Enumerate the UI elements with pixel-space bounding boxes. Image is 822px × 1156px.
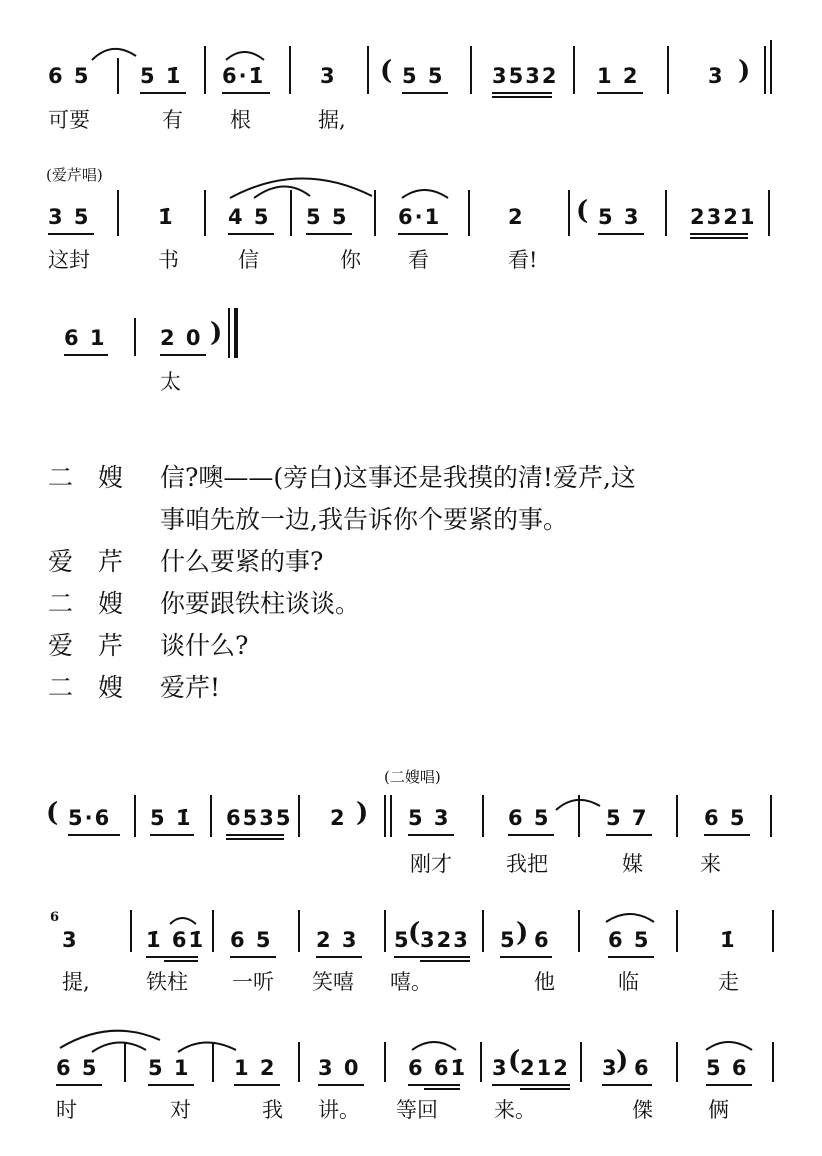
note-group: 5 3 [408,806,451,830]
note-group: 1̇ [158,205,175,229]
slur-arc [226,52,264,60]
open-paren: ( [380,56,393,86]
slur-arc [556,800,600,810]
note-group: 6 61̇ [408,1056,468,1080]
open-paren: ( [408,918,421,948]
lyric: 太 [160,370,181,394]
note-group: 5 [394,928,411,952]
speaker: 爱 芹 [48,631,124,660]
note-group: 1̇ 61̇ [146,928,206,952]
open-paren: ( [576,196,589,226]
note-group: 6·1̇ [222,64,266,88]
note-group: 4 5 [228,205,271,229]
note-group: 5 1 [148,1056,191,1080]
lyric: 信 [238,248,259,272]
slur-arc [92,1042,146,1052]
note-group: 5 1̇ [150,806,193,830]
note-group: 6·1 [398,205,442,229]
note-group: 3 [708,64,725,88]
lyric: 对 [170,1098,191,1122]
lyric: 看! [508,248,538,272]
slur-arc [60,1031,160,1048]
lyric: 来 [700,852,721,876]
close-paren: ) [516,918,529,948]
note-group: 6535 [226,806,293,830]
slur-arc [178,1042,236,1052]
note-group: 212 [520,1056,570,1080]
note-group: 3 [62,928,79,952]
lyric: 傑 [632,1098,653,1122]
lyric: 走 [718,970,739,994]
note-group: 3 [320,64,337,88]
slur-arc [402,190,448,198]
lyric: 书 [158,248,179,272]
dialogue-line: 什么要紧的事? [160,547,324,576]
lyric: 我把 [506,852,548,876]
note-group: 6 5 [48,64,91,88]
lyric: 我 [262,1098,283,1122]
note-group: 6 1 [64,326,107,350]
lyric: 笑嘻 [312,970,354,994]
note-group: 5 5 [402,64,445,88]
note-group: 5 5 [306,205,349,229]
note-group: 3 0 [318,1056,361,1080]
note-group: 6 5 [56,1056,99,1080]
lyric: 有 [162,108,183,132]
lyric: 这封 [48,248,90,272]
speaker: 二 嫂 [48,463,124,492]
dialogue-line: 爱芹! [160,673,221,702]
note-group: 2321 [690,205,757,229]
note-group: 3532 [492,64,559,88]
slur-arc [92,49,136,60]
lyric: 可要 [48,108,90,132]
slur-arc [606,914,654,922]
lyric: 据, [318,108,346,132]
note-group: 6 5 [608,928,651,952]
note-group: 2 0 [160,326,203,350]
note-group: 1 2 [597,64,640,88]
slur-arc [254,186,310,198]
note-group: 6 [634,1056,651,1080]
note-group: 3 5 [48,205,91,229]
lyric: 来。 [494,1098,536,1122]
note-group: 5 6 [706,1056,749,1080]
note-group: 2 [330,806,347,830]
note-group: 6 [534,928,551,952]
note-group: 1̇ [720,928,737,952]
lyric: 讲。 [318,1098,360,1122]
lyric: 你 [340,248,361,272]
close-paren: ) [356,798,369,828]
slur-arc [706,1042,752,1050]
slur-arc [412,1042,456,1050]
close-paren: ) [616,1046,629,1076]
singer-label: (爱芹唱) [46,166,103,184]
dialogue-line: 事咱先放一边,我告诉你个要紧的事。 [160,505,568,534]
open-paren: ( [508,1046,521,1076]
lyric: 刚才 [410,852,452,876]
note-group: 323 [420,928,470,952]
lyric: 他 [534,970,555,994]
lyric: 提, [62,970,90,994]
slur-arc [170,918,196,924]
note-group: 5 [500,928,517,952]
dialogue-line: 谈什么? [160,631,249,660]
note-group: 3 [492,1056,509,1080]
speaker: 二 嫂 [48,589,124,618]
open-paren: ( [46,798,59,828]
slur-arc [230,178,372,198]
lyric: 俩 [708,1098,729,1122]
note-group: 2 3 [316,928,359,952]
speaker: 二 嫂 [48,673,124,702]
note-group: 2 [508,205,525,229]
note-group: 5 7 [606,806,649,830]
lyric: 铁柱 [146,970,188,994]
lyric: 看 [408,248,429,272]
lyric: 嘻。 [390,970,432,994]
lyric: 临 [618,970,639,994]
lyric: 等回 [396,1098,438,1122]
note-group: 3 [602,1056,619,1080]
close-paren: ) [738,56,751,86]
lyric: 时 [56,1098,77,1122]
lyric: 媒 [622,852,643,876]
note-group: 6 5 [508,806,551,830]
note-group: 5 1̇ [140,64,183,88]
lyric: 根 [230,108,251,132]
close-paren: ) [210,318,223,348]
singer-label: (二嫂唱) [384,768,441,786]
dialogue-line: 你要跟铁柱谈谈。 [160,589,361,618]
note-group: 1 2 [234,1056,277,1080]
grace-note: 6 [50,910,60,925]
note-group: 5 3 [598,205,641,229]
speaker: 爱 芹 [48,547,124,576]
note-group: 6 5 [704,806,747,830]
note-group: 6 5 [230,928,273,952]
note-group: 5·6 [68,806,112,830]
dialogue-line: 信?噢——(旁白)这事还是我摸的清!爱芹,这 [160,463,636,492]
lyric: 一听 [232,970,274,994]
